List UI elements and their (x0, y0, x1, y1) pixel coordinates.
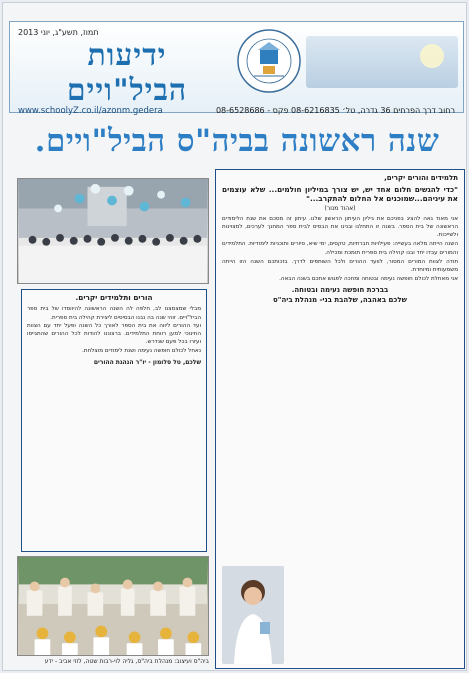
newsletter-page (2, 2, 467, 671)
closing-line: בברכת חופשה נעימה ובטוחה. (291, 285, 389, 294)
principal-letter (215, 169, 465, 669)
parents-greeting: הורים ותלמידים יקרים. (75, 293, 153, 302)
principal-paragraph: השנה הייתה מלאה בעשייה: פעילויות חברתיות, טקסים, ימי שיא, סיורים ותוכניות לימודיות. התלמידים והמורים עבדו יחד ובנו קהילה בית ספרית תומכת ומכילה. (222, 241, 458, 256)
photo-caption: ביה"ס ועיצוב: מנהלת ביה"ס, גליה לוי-רבות שטה, לוזי אביב - ידע (44, 658, 209, 665)
newsletter-title: ידיעות הביל"ויים (66, 38, 188, 108)
issue-date: תמוז, תשע"ג, יוני 2013 (18, 28, 99, 37)
quote-author: (אהוד מנור) (324, 205, 356, 213)
parents-paragraph: ועד ההורים ליווה את בית הספר לאורך כל השנה ופעל יחד עם הצוות החינוכי למען רווחת התלמידים. ברצוננו להודות לכל ההורים שהתגייסו ועזרו בכל פעם שנדרש. (27, 322, 201, 346)
children-event-photo (17, 556, 209, 656)
masthead (9, 21, 464, 116)
principal-signature: שלכם באהבה, שלהבת בני- מנהלת ביה"ס (273, 296, 407, 305)
masthead-photo (306, 36, 458, 88)
principal-paragraph: אני מאחלת לכולם חופשה נעימה ובטוחה ומחכה לפגוש אתכם בשנה הבאה. (279, 275, 458, 282)
principal-paragraph: תודה לצוות המורים המסור, לוועד ההורים ולכל השותפים לדרך. בזכותכם השנה הזו הייתה משמעותית ומיוחדת. (222, 258, 458, 273)
quote: "כדי להגשים חלום אחד יש, יש צורך במיליון חולמים... שלא עוצמים את עיניהם...שמוכנים אל החלום להתקרב..." (222, 185, 458, 204)
school-logo-icon (236, 28, 302, 94)
principal-greeting: תלמידים והורים יקרים, (384, 174, 458, 182)
parents-letter (21, 289, 207, 552)
school-website[interactable]: www.schoolyZ.co.il/azonm.gedera (18, 106, 163, 116)
balloons-photo (17, 178, 209, 284)
sun-decoration (420, 44, 444, 68)
principal-paragraph: אני מאוד גאה להציג בפניכם את גיליון העיתון הראשון שלנו. עיתון זה מסכם את שנת הלימודים הראשונה של בית הספר. בשנה זו התחלנו ובנינו את הבסיס לבית ספר המחנך לערכים, למצוינות ולשייכות. (222, 216, 458, 239)
parents-paragraph: מבלי שמצמצנו לב, חלפה לה השנה הראשונה להיווסדו של בית ספר הביל"ויים. זוהי שנה בה נבנו הבסיסים ליצירת קהילה בית ספרית. (27, 306, 201, 321)
parents-paragraph: נאחל לכולם חופשה נעימה ושנת לימודים מוצלחת. (82, 347, 201, 354)
school-address: רחוב דרך הפרחים 36 גדרה, טל׳ 08-6216835 פקס - 08-6528686 (215, 106, 455, 115)
parents-signature: שלכם, טל סלומון - יו"ר הנהגת ההורים (93, 359, 201, 367)
headline: שנה ראשונה בביה"ס הביל"ויים. (34, 123, 440, 159)
child-photo (222, 566, 284, 664)
